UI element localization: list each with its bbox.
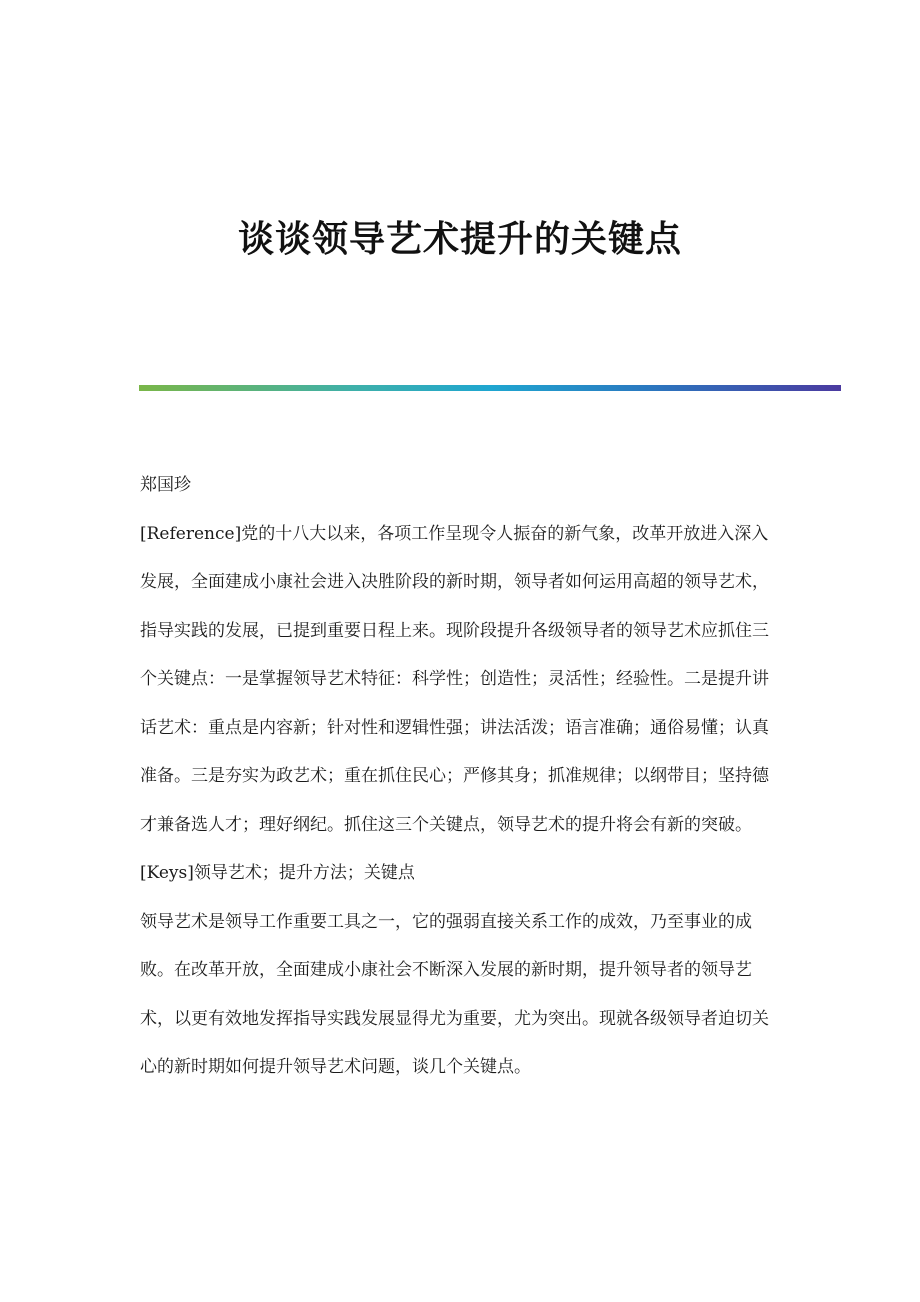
abstract-paragraph: [Reference]党的十八大以来，各项工作呈现令人振奋的新气象，改革开放进入深入发展，全面建成小康社会进入决胜阶段的新时期，领导者如何运用高超的领导艺术，指导实践的发展，已提到重要日程上来。现阶段提升各级领导者的领导艺术应抓住三个关键点：一是掌握领导艺术特征：科学性；创造性；灵活性；经验性。二是提升讲话艺术：重点是内容新；针对性和逻辑性强；讲法活泼；语言准确；通俗易懂；认真准备。三是夯实为政艺术；重在抓住民心；严修其身；抓准规律；以纲带目；坚持德才兼备选人才；理好纲纪。抓住这三个关键点，领导艺术的提升将会有新的突破。 — [140, 523, 769, 835]
page-title: 谈谈领导艺术提升的关键点 — [237, 219, 682, 260]
keywords-line: [Keys]领导艺术；提升方法；关键点 — [140, 863, 415, 883]
document-body — [140, 461, 780, 1092]
body-paragraph: 领导艺术是领导工作重要工具之一，它的强弱直接关系工作的成效，乃至事业的成败。在改革开放，全面建成小康社会不断深入发展的新时期，提升领导者的领导艺术，以更有效地发挥指导实践发展显得尤为重要，尤为突出。现就各级领导者迫切关心的新时期如何提升领导艺术问题，谈几个关键点。 — [140, 911, 769, 1077]
author-name: 郑国珍 — [140, 475, 191, 495]
title-divider — [139, 385, 841, 391]
